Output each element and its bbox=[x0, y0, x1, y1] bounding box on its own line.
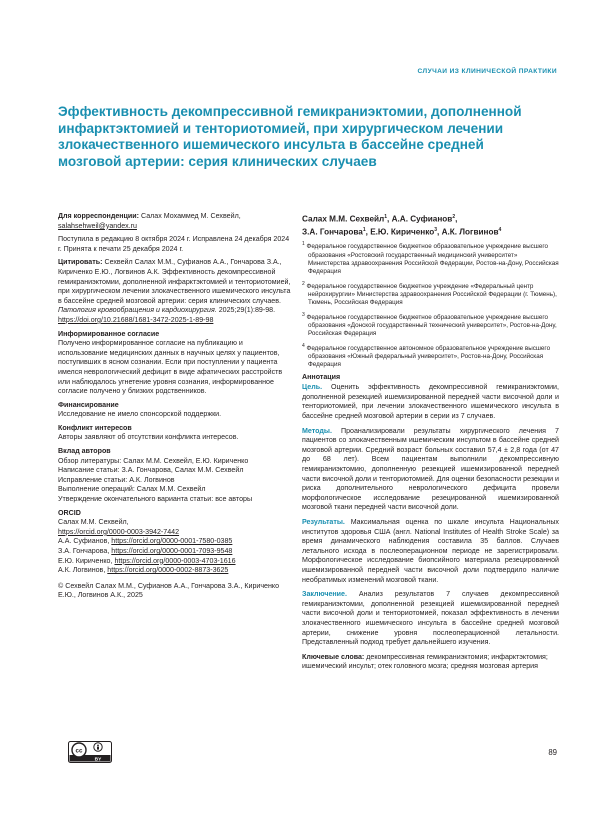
authors: Салах М.М. Сехвейл$^1$, А.А. Суфианов$^2$, З.А. Гончарова$^1$, Е.Ю. Кириченко$^3$, А.К. Логвинов$^4$ bbox=[302, 214, 502, 237]
right-column bbox=[302, 212, 559, 672]
cc-text: cc bbox=[75, 747, 83, 755]
abstract-methods: Методы. Проанализировали результаты хирургического лечения 7 пациентов со злокачественным ишемическим инсультом в бассейне средней мозговой артерии. Средний возраст больных составил 57,4 ± 2,8 года (от 47 до 68 лет). Всем пациентам выполнили декомпрессивную гемикраниэктомию, дополненную резекцией ишемизированной передней части височной доли и тенториотомией. Для оценки безопасности резекции и риска дополнительного неврологического дефицита провели морфологическое исследование резецированной ишемизированной мозговой ткани передней части височной доли. bbox=[302, 426, 559, 512]
abstract-conclusion: Заключение. Анализ результатов 7 случаев декомпрессивной гемикраниэктомии, дополненной резекцией ишемизированной передней части височной доли и тенториотомией, показал эффективность в лечении злокачественного ишемического инсульта в бассейне средней мозговой артерии, снижение уровня послеоперационной летальности. Представленный подход требует дальнейшего изучения. bbox=[302, 590, 559, 647]
orcid-link[interactable]: https://orcid.org/0000-0002-8873-3625 bbox=[107, 566, 229, 575]
page-number: 89 bbox=[548, 748, 557, 757]
contrib-item: Написание статьи: З.А. Гончарова, Салах М.М. Сехвейл bbox=[58, 466, 244, 475]
article-title: Эффективность декомпрессивной гемикраниэктомии, дополненной инфарктэктомией и тенториотомией, при хирургическом лечении злокачественного ишемического инсульта в бассейне средней мозговой артерии: серия клинических случаев bbox=[58, 104, 522, 169]
corr-email-link[interactable]: salahsehweil@yandex.ru bbox=[58, 221, 137, 230]
copyright: © Сехвейл Салах М.М., Суфианов А.А., Гончарова З.А., Кириченко Е.Ю., Логвинов А.К., 2025 bbox=[58, 581, 280, 600]
cc-by-license-icon bbox=[68, 741, 112, 763]
funding-text: Исследование не имело спонсорской поддержки. bbox=[58, 410, 222, 419]
by-text: BY bbox=[94, 757, 102, 763]
orcid-link[interactable]: https://orcid.org/0000-0003-3942-7442 bbox=[58, 527, 180, 536]
abstract-aim: Цель. Оценить эффективность декомпрессивной гемикраниэктомии, дополненной резекцией ишемизированной передней части височной доли и тенториотомией, при лечении злокачественного ишемического инсульта в бассейне средней мозговой артерии в серии из 7 случаев. bbox=[302, 383, 559, 421]
contrib-item: Выполнение операций: Салах М.М. Сехвейл bbox=[58, 485, 206, 494]
orcid-link[interactable]: https://orcid.org/0000-0003-4703-1616 bbox=[114, 556, 236, 565]
orcid-list: Салах М.М. Сехвейл, https://orcid.org/0000-0003-3942-7442 А.А. Суфианов, https://orcid.org/0000-0001-7580-0385 З.А. Гончарова, https://orcid.org/0000-0001-7093-9548 Е.Ю. Кириченко, https://orcid.org/0000-0003-4703-1616 А.К. Логвинов, https://orcid.org/0000-0002-8873-3625 bbox=[58, 518, 236, 575]
affiliation: $^3$ Федеральное государственное бюджетное образовательное учреждение высшего образования «Донской государственный технический университет», Ростов-на-Дону, Российская Федерация bbox=[302, 311, 557, 338]
contrib-item: Обзор литературы: Салах М.М. Сехвейл, Е.Ю. Кириченко bbox=[58, 456, 249, 465]
correspondence: Для корреспонденции: Салах Мохаммед М. Сехвейл, salahsehweil@yandex.ru bbox=[58, 212, 241, 230]
contrib-list bbox=[58, 457, 291, 505]
orcid-link[interactable]: https://orcid.org/0000-0001-7580-0385 bbox=[111, 537, 233, 546]
affiliation: $^1$ Федеральное государственное бюджетное образовательное учреждение высшего образования «Ростовский государственный медицинский университет» Министерства здравоохранения Российской Федерации, Ростов-на-Дону, Российская Федерация bbox=[302, 241, 559, 276]
abstract-heading: Аннотация bbox=[302, 372, 341, 381]
section-label: СЛУЧАИ ИЗ КЛИНИЧЕСКОЙ ПРАКТИКИ bbox=[417, 68, 557, 75]
consent-text: Получено информированное согласие на публикацию и использование медицинских данных в научных целях у пациентов, поступивших в ясном сознании. Если при поступлении у пациента имелся неврологический дефицит в виде афатических расстройств или наблюдалось угнетение уровня сознания, информированное согласие получено у близких родственников. bbox=[58, 339, 283, 396]
keywords: Ключевые слова: декомпрессивная гемикраниэктомия; инфарктэктомия; ишемический инсульт; отек головного мозга; средняя мозговая артерия bbox=[302, 652, 548, 671]
affiliation: $^2$ Федеральное государственное бюджетное учреждение «Федеральный центр нейрохирургии» Министерства здравоохранения Российской Федерации (г. Тюмень), Тюмень, Российская Федерация bbox=[302, 280, 557, 307]
citation: Цитировать: Сехвейл Салах М.М., Суфианов А.А., Гончарова З.А., Кириченко Е.Ю., Логвинов А.К. Эффективность декомпрессивной гемикраниэктомии, дополненной инфарктэктомией и тенториотомией, при хирургическом лечении злокачественного ишемического инсульта в бассейне средней мозговой артерии: серия клинических случаев. Патология кровообращения и кардиохирургия. 2025;29(1):89-98. https://doi.org/10.21688/1681-3472-2025-1-89-98 bbox=[58, 258, 291, 324]
contrib-item: Исправление статьи: А.К. Логвинов bbox=[58, 475, 175, 484]
contrib-item: Утверждение окончательного варианта статьи: все авторы bbox=[58, 495, 253, 504]
doi-link[interactable]: https://doi.org/10.21688/1681-3472-2025-1-89-98 bbox=[58, 315, 214, 324]
conflict-text: Авторы заявляют об отсутствии конфликта интересов. bbox=[58, 433, 239, 442]
conflict-heading: Конфликт интересов bbox=[58, 423, 132, 432]
orcid-link[interactable]: https://orcid.org/0000-0001-7093-9548 bbox=[111, 547, 233, 555]
received-dates: Поступила в редакцию 8 октября 2024 г. Исправлена 24 декабря 2024 г. Принята к печати 25 декабря 2024 г. bbox=[58, 235, 290, 253]
contrib-heading: Вклад авторов bbox=[58, 447, 111, 456]
affiliation: $^4$ Федеральное государственное автономное образовательное учреждение высшего образования «Южный федеральный университет», Ростов-на-Дону, Российская Федерация bbox=[302, 342, 551, 369]
left-column bbox=[58, 212, 291, 605]
funding-heading: Финансирование bbox=[58, 400, 119, 409]
abstract-results: Результаты. Максимальная оценка по шкале инсульта Национальных институтов здоровья США (англ. National Institutes of Health Stroke Scale) за время динамического наблюдения составила 35 баллов. Случаев летального исхода в послеоперационном периоде не зарегистрировали. Морфологическое исследование биопсийного материала резецированной ишемизированной передней части височной доли подтвердило наличие необратимых изменений мозговой ткани. bbox=[302, 518, 559, 584]
consent-heading: Информированное согласие bbox=[58, 329, 160, 338]
orcid-heading: ORCID bbox=[58, 508, 81, 517]
